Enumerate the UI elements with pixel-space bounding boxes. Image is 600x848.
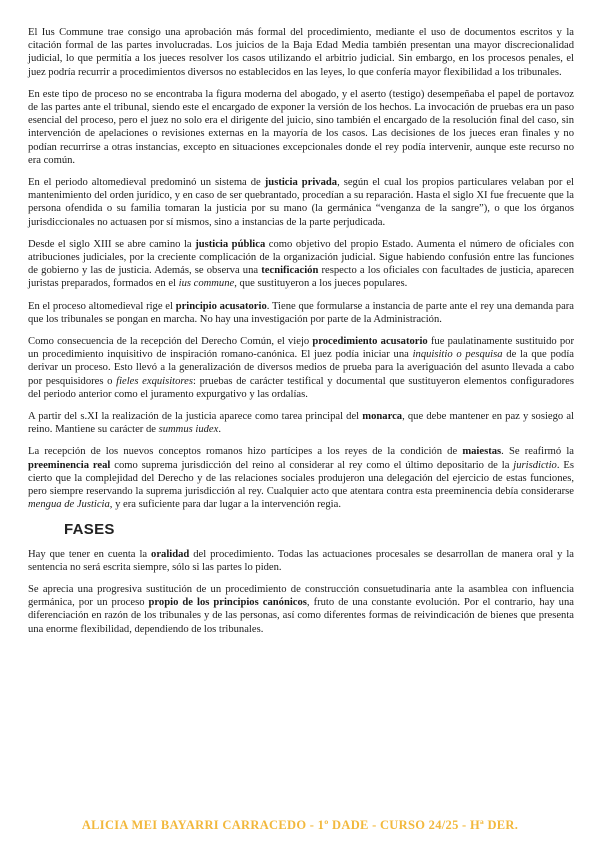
paragraph <box>28 88 574 167</box>
paragraph-list <box>28 26 574 512</box>
paragraph <box>28 548 574 574</box>
text-run: , fruto de una constante evolución. Por el contrario, hay una diferenciación en razón de los tribunales y de las personas, así como diferentes formas de reivindicación de bienes que presenta una enorme flexibilidad, dependiendo de los tribunales. <box>28 597 574 635</box>
paragraph <box>28 300 574 326</box>
italic-term: summus iudex <box>158 424 219 436</box>
bold-term: preeminencia real <box>28 459 111 471</box>
text-run: . Se reafirmó la <box>501 446 574 458</box>
italic-term: inquisitio o pesquisa <box>412 349 503 361</box>
text-run: , y era suficiente para dar lugar a la intervención regia. <box>109 499 341 511</box>
text-run: La recepción de los nuevos conceptos romanos hizo partícipes a los reyes de la condición de <box>28 446 463 458</box>
text-run: Desde el siglo XIII se abre camino la <box>28 238 196 250</box>
bold-term: tecnificación <box>261 265 319 277</box>
italic-term: fieles exquisitores <box>116 375 193 387</box>
bold-term: principio acusatorio <box>175 300 267 312</box>
text-run: . Tiene que formularse a instancia de parte ante el rey una demanda para que los tribunales se pongan en marcha. No hay una investigación por parte de la Administración. <box>28 300 575 325</box>
text-run: Se aprecia una progresiva sustitución de un procedimiento de construcción consuetudinaria ante la asamblea con influencia germánica, por un proceso <box>28 583 574 609</box>
text-run: , según el cual los propios particulares velaban por el mantenimiento del orden jurídico, y en caso de ser quebrantado, procedían a su reparación. Hasta el siglo XI fue frecuente que la persona ofendida o su familia tomaran la justicia por su mano (la germánica “venganza de la sangre”), o que los órganos jurisdiccionales no actuasen por sí mismos, sino a instancias de la parte perjudicada. <box>28 177 574 228</box>
section-paragraph-list <box>28 548 574 636</box>
text-run: En el proceso altomedieval rige el <box>28 300 176 312</box>
paragraph <box>28 238 574 291</box>
text-run: : pruebas de carácter testifical y documental que sustituyeron elementos configuradores del periodo anterior como el juramento expurgativo y las ordalías. <box>28 375 574 400</box>
text-run: como suprema jurisdicción del reino al considerar al rey como el último depositario de la <box>110 459 514 471</box>
text-run: del procedimiento. Todas las actuaciones procesales se desarrollan de manera oral y la sentencia no será escrita siempre, sólo si las partes lo piden. <box>28 548 575 573</box>
bold-term: maiestas <box>462 446 502 458</box>
text-run: , que debe mantener en paz y sosiego al reino. Mantiene su carácter de <box>28 411 574 436</box>
text-run: fue paulatinamente sustituido por un procedimiento inquisitivo de inspiración romano-canónica. El juez podía iniciar una <box>28 336 574 361</box>
italic-term: ius commune <box>178 278 235 290</box>
bold-term: justicia pública <box>195 238 266 250</box>
bold-term: oralidad <box>151 548 190 560</box>
italic-term: jurisdictio <box>513 459 557 471</box>
italic-term: mengua de Justicia <box>28 499 110 511</box>
paragraph <box>28 335 574 401</box>
text-run: como objetivo del propio Estado. Aumenta el número de oficiales con atribuciones judiciales, por la creciente complicación de la organización judicial. Sigue habiendo confusión entre las funciones de gobierno y las de justicia. Además, se observa una <box>28 238 574 277</box>
page-footer: ALICIA MEI BAYARRI CARRACEDO - 1º DADE - CURSO 24/25 - Hª DER. <box>81 818 519 832</box>
paragraph <box>28 410 574 436</box>
paragraph <box>28 445 574 511</box>
section-heading: FASES <box>64 520 115 538</box>
paragraph <box>28 26 574 79</box>
text-run: El Ius Commune trae consigo una aprobación más formal del procedimiento, mediante el uso de documentos escritos y la citación formal de las partes involucradas. Los juicios de la Baja Edad Media también presentan una mayor discrecionalidad judicial, lo que permitía a los jueces resolver los casos utilizando el arbitrio judicial. Sin embargo, en los procesos penales, el juez podría recurrir a procedimientos diversos no establecidos en las leyes, lo que confería mayor flexibilidad a los tribunales. <box>28 27 574 78</box>
text-run: . <box>218 424 221 436</box>
bold-term: monarca <box>362 411 403 423</box>
text-run: de la que podía derivar un proceso. Esto llevó a la generalización de diversos medios de prueba para la averiguación del asunto llevada a cabo por pesquisidores o <box>28 349 575 387</box>
text-run: Como consecuencia de la recepción del Derecho Común, el viejo <box>28 336 313 348</box>
text-run: En este tipo de proceso no se encontraba la figura moderna del abogado, y el aserto (testigo) desempeñaba el papel de portavoz de las partes ante el tribunal, siendo este el encargado de exponer la versión de los hechos. La invocación de pruebas era un paso esencial del proceso, pero el juez no solo era el dirigente del juicio, sino también el encargado de la resolución final del caso, sin intervención de apelaciones o revisiones externas en la mayoría de los casos. Las decisiones de los jueces eran finales y no podían recurrirse a otras instancias, excepto en situaciones excepcionales donde el rey podía intervenir, aunque este recurso no era común. <box>28 88 574 166</box>
text-run: Hay que tener en cuenta la <box>28 548 152 560</box>
text-run: , que sustituyeron a los jueces populares. <box>234 278 408 290</box>
paragraph <box>28 583 574 636</box>
bold-term: justicia privada <box>264 177 338 189</box>
document-body <box>28 26 574 645</box>
text-run: . Es cierto que la complejidad del Derecho y de las relaciones sociales produjeron una delegación del ejercicio de estas funciones, pero siempre reservando la suprema jurisdicción al rey. Cualquier acto que atentara contra esta preeminencia debía considerarse <box>28 459 574 498</box>
bold-term: propio de los principios canónicos <box>148 597 307 609</box>
text-run: En el periodo altomedieval predominó un sistema de <box>28 177 265 189</box>
paragraph <box>28 176 574 229</box>
text-run: respecto a los oficiales con facultades de justicia, aparecen juristas preparados, formados en el <box>28 265 574 290</box>
bold-term: procedimiento acusatorio <box>312 336 428 348</box>
text-run: A partir del s.XI la realización de la justicia aparece como tarea principal del <box>28 411 363 423</box>
